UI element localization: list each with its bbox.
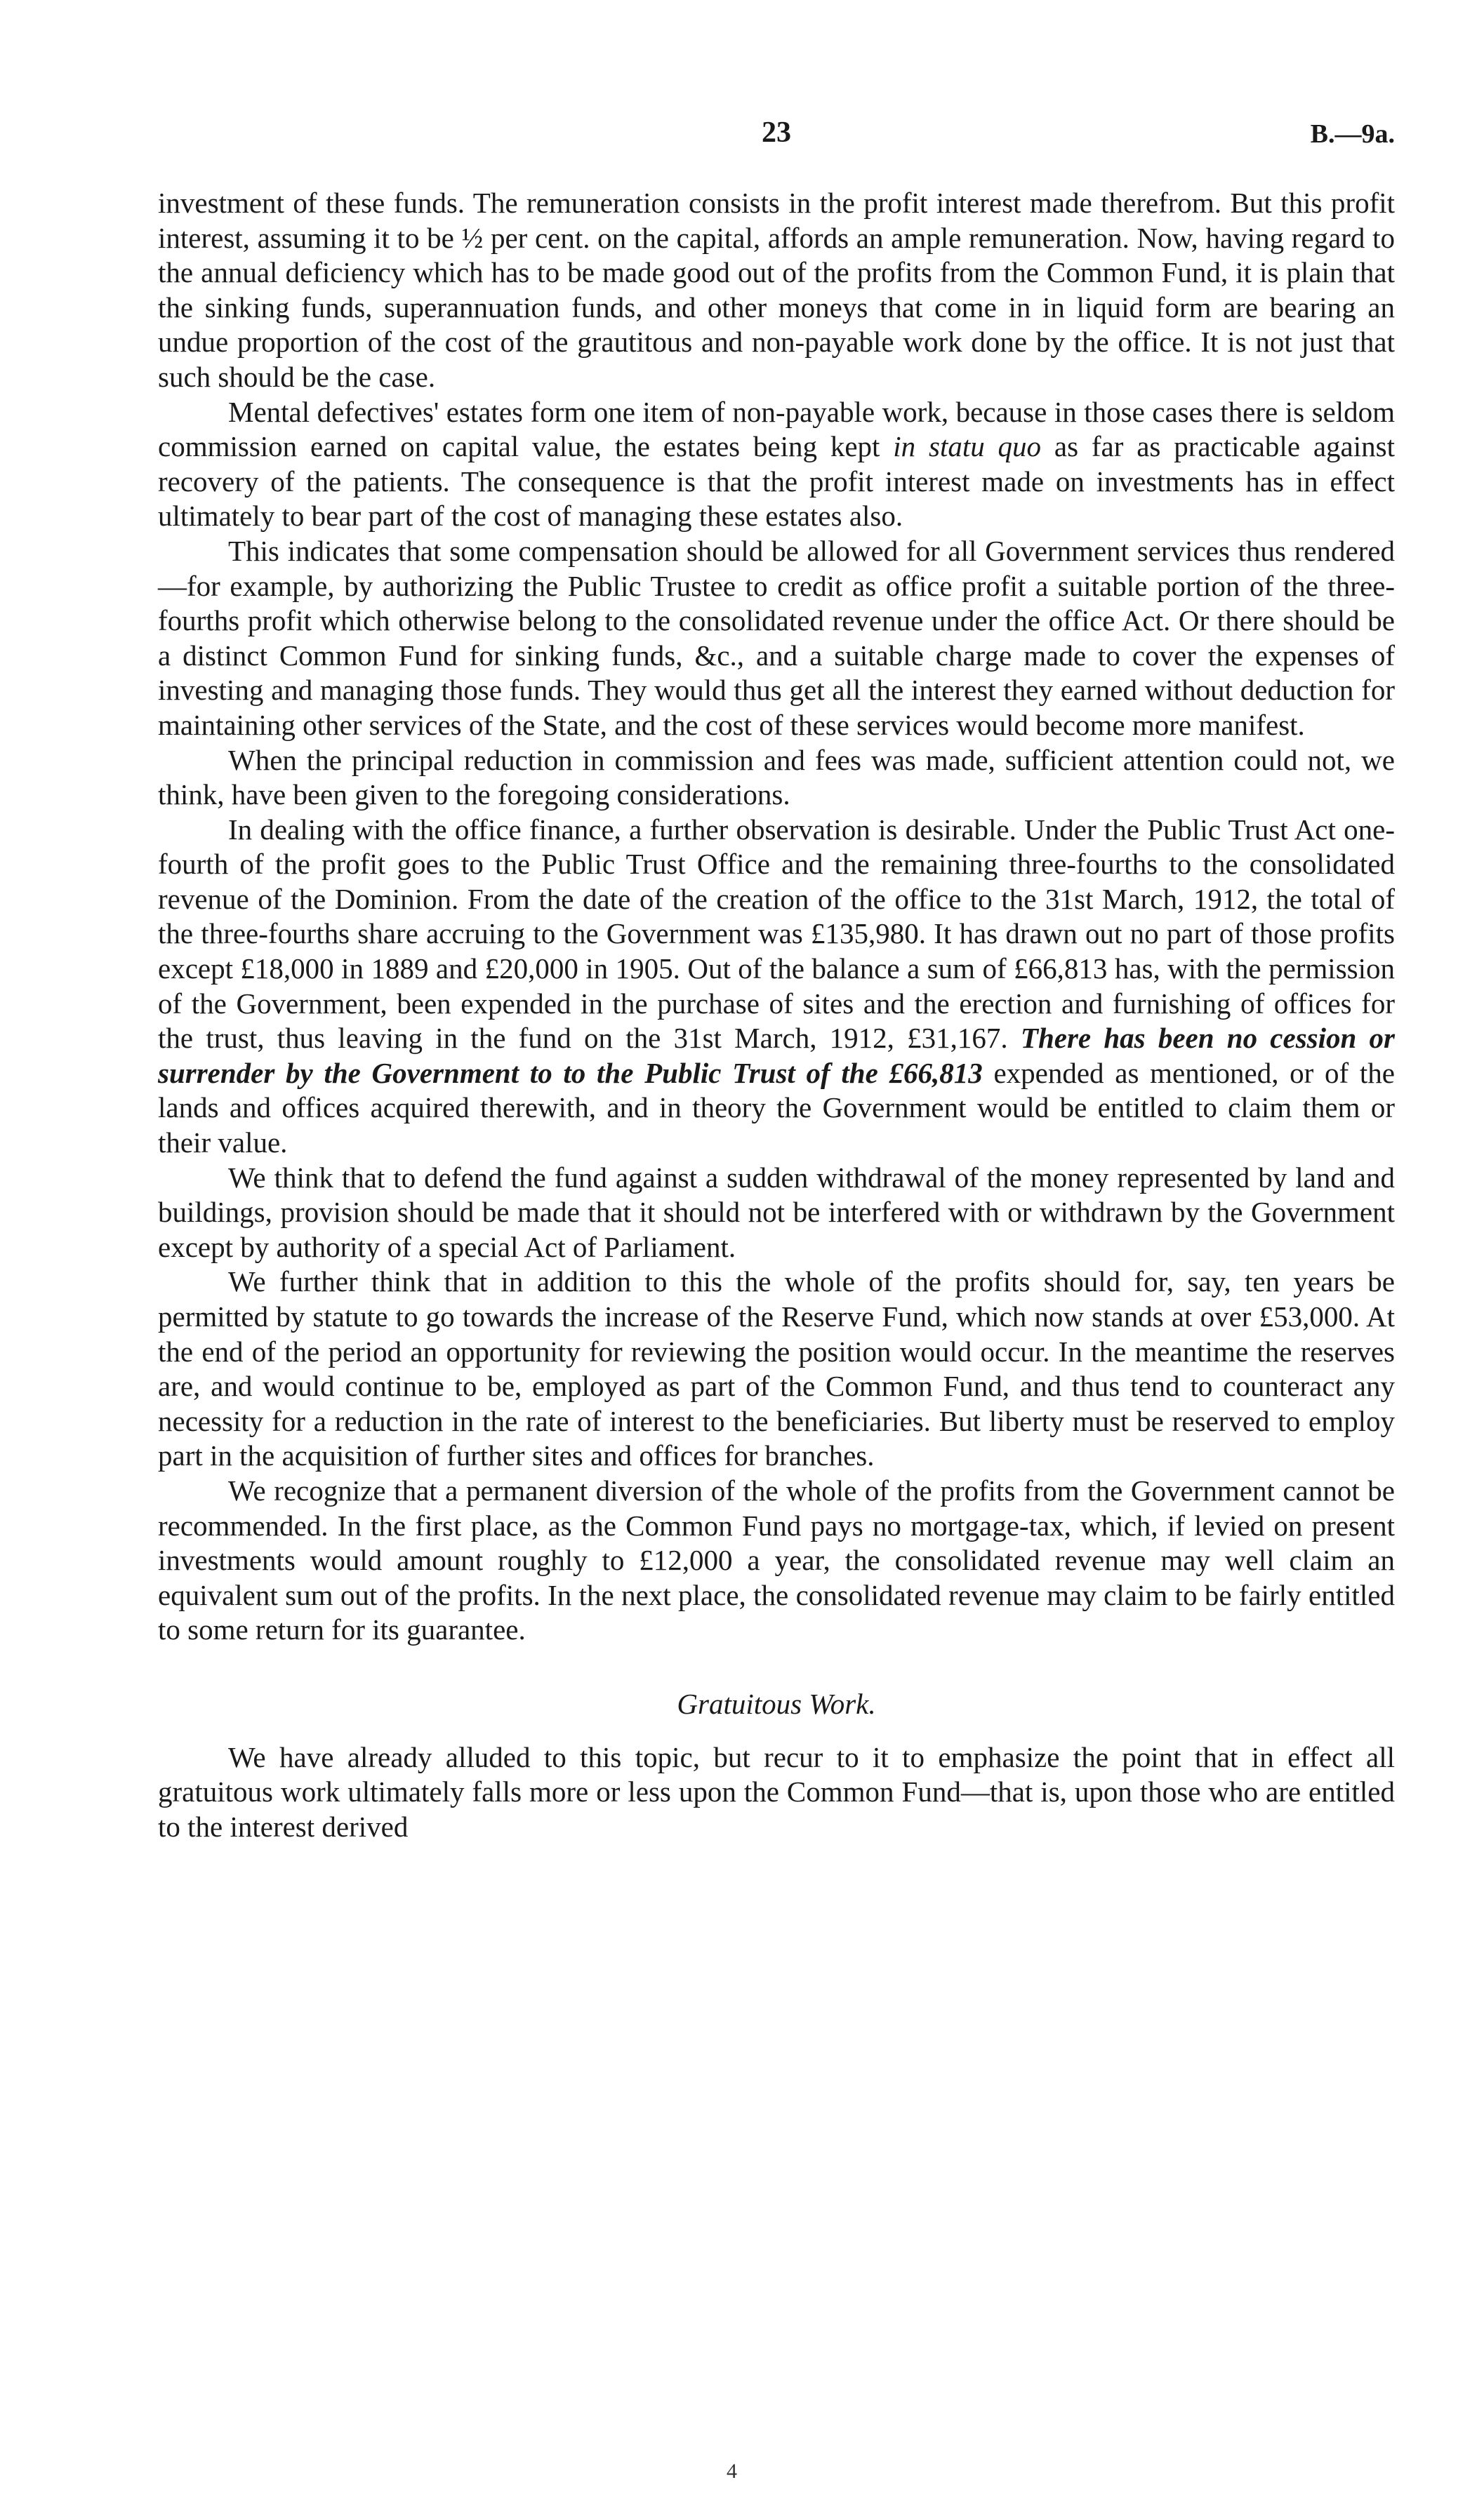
page-header: [158, 116, 1395, 158]
emphasis-segment: in statu quo: [893, 430, 1042, 463]
text-segment: as far as practicable against recovery of the patients. The consequence is that the profit interest made on investments has in effect ultimately to bear part of the cost of managing these estates also.: [158, 430, 1395, 533]
page-number: 23: [762, 116, 791, 149]
document-reference: B.—9a.: [1310, 119, 1395, 149]
paragraph: [158, 1740, 1395, 1845]
paragraph-list: [158, 186, 1395, 1648]
text-segment: We think that to defend the fund against a sudden withdrawal of the money represented by land and buildings, provision should be made that it should not be interfered with or withdrawn by the Government except by authority of a special Act of Parliament.: [158, 1161, 1395, 1263]
paragraph: [158, 395, 1395, 534]
paragraph: [158, 1265, 1395, 1474]
emphasis-segment: There has been no cession or surrender by the Government to to the Public Trust of the £66,813: [158, 1022, 1395, 1089]
paragraph: [158, 186, 1395, 395]
text-segment: expended as mentioned, or of the lands and offices acquired therewith, and in theory the Government would be entitled to claim them or their value.: [158, 1056, 1395, 1159]
paragraph: [158, 1474, 1395, 1648]
text-segment: We further think that in addition to this the whole of the profits should for, say, ten years be permitted by statute to go towards the increase of the Reserve Fund, which now stands at over £53,000. At the end of the period an opportunity for reviewing the position would occur. In the meantime the reserves are, and would continue to be, employed as part of the Common Fund, and thus tend to counteract any necessity for a reduction in the rate of interest to the beneficiaries. But liberty must be reserved to employ part in the acquisition of further sites and offices for branches.: [158, 1265, 1395, 1472]
document-body: [158, 186, 1395, 1844]
text-segment: We recognize that a permanent diversion of the whole of the profits from the Government cannot be recommended. In the first place, as the Common Fund pays no mortgage-tax, which, if levied on present investments would amount roughly to £12,000 a year, the consolidated revenue may well claim an equivalent sum out of the profits. In the next place, the consolidated revenue may claim to be fairly entitled to some return for its guarantee.: [158, 1474, 1395, 1646]
paragraph: [158, 813, 1395, 1161]
text-segment: This indicates that some compensation should be allowed for all Government services thus rendered—for example, by authorizing the Public Trustee to credit as office profit a suitable portion of the three-fourths profit which otherwise belong to the consolidated revenue under the office Act. Or there should be a distinct Common Fund for sinking funds, &c., and a suitable charge made to cover the expenses of investing and managing those funds. They would thus get all the interest they earned without deduction for maintaining other services of the State, and the cost of these services would become more manifest.: [158, 534, 1395, 741]
text-segment: Mental defectives' estates form one item of non-payable work, because in those cases there is seldom commission earned on capital value, the estates being kept: [158, 395, 1395, 463]
text-segment: When the principal reduction in commission and fees was made, sufficient attention could not, we think, have been given to the foregoing considerations.: [158, 743, 1395, 811]
paragraph: [158, 743, 1395, 813]
paragraph: [158, 534, 1395, 743]
text-segment: We have already alluded to this topic, but recur to it to emphasize the point that in effect all gratuitous work ultimately falls more or less upon the Common Fund—that is, upon those who are entitled to the interest derived: [158, 1740, 1395, 1843]
section-paragraph-list: [158, 1740, 1395, 1845]
section-heading: Gratuitous Work.: [677, 1687, 876, 1720]
footer-mark: 4: [727, 2460, 737, 2483]
paragraph: [158, 1161, 1395, 1265]
text-segment: In dealing with the office finance, a further observation is desirable. Under the Public Trust Act one-fourth of the profit goes to the Public Trust Office and the remaining three-fourths to the consolidated revenue of the Dominion. From the date of the creation of the office to the 31st March, 1912, the total of the three-fourths share accruing to the Government was £135,980. It has drawn out no part of those profits except £18,000 in 1889 and £20,000 in 1905. Out of the balance a sum of £66,813 has, with the permission of the Government, been expended in the purchase of sites and the erection and furnishing of offices for the trust, thus leaving in the fund on the 31st March, 1912, £31,167.: [158, 813, 1395, 1055]
text-segment: investment of these funds. The remuneration consists in the profit interest made therefrom. But this profit interest, assuming it to be ½ per cent. on the capital, affords an ample remuneration. Now, having regard to the annual deficiency which has to be made good out of the profits from the Common Fund, it is plain that the sinking funds, superannuation funds, and other moneys that come in in liquid form are bearing an undue proportion of the cost of the grautitous and non-payable work done by the office. It is not just that such should be the case.: [158, 187, 1395, 393]
